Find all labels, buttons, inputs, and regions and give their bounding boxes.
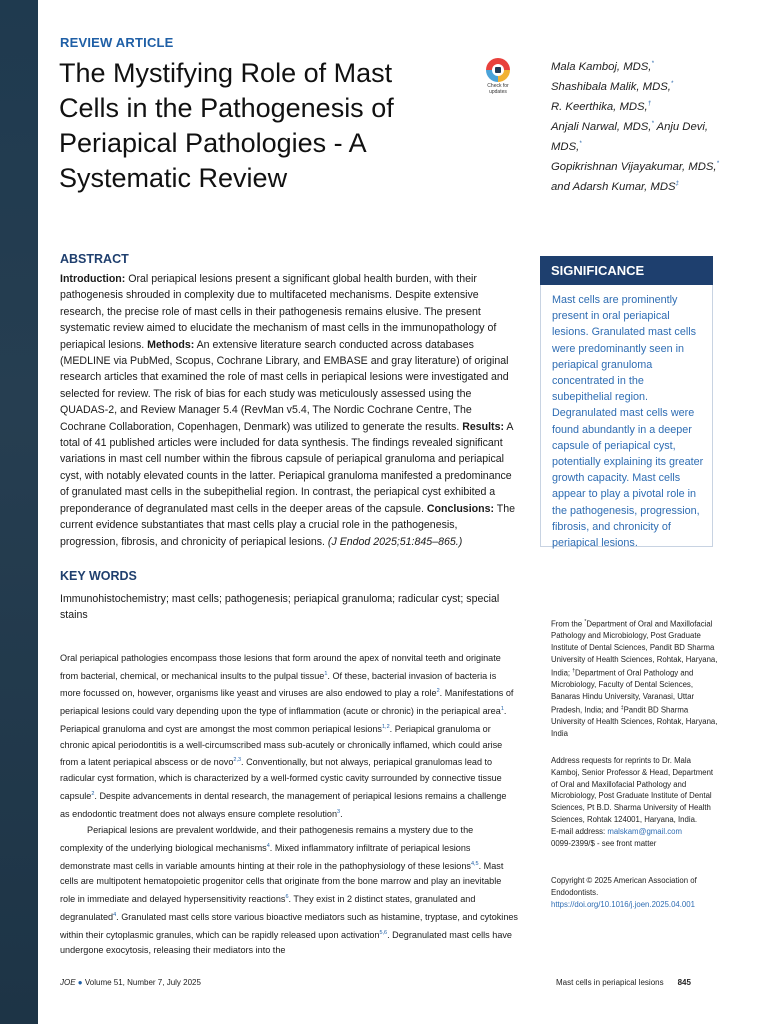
author-name: and Adarsh Kumar, MDS [551, 180, 676, 193]
page-number: 845 [677, 978, 691, 987]
affiliation-mark: * [584, 619, 587, 625]
copyright [551, 875, 721, 910]
footer-journal [60, 978, 201, 987]
abstract-text [60, 271, 518, 550]
reference-link[interactable]: 3 [337, 808, 341, 815]
reference-link[interactable]: 4 [113, 911, 117, 918]
reference-link[interactable]: 2 [91, 790, 95, 797]
author-name: R. Keerthika, MDS, [551, 100, 648, 113]
author-affiliation-mark: * [651, 61, 654, 67]
author-list [551, 56, 721, 196]
intro-label: Introduction: [60, 273, 126, 285]
results-label: Results: [462, 420, 504, 433]
intro-text: Oral periapical lesions present a significant global health burden, with their pathogenesis shrouded in complexity due to multifaceted mechanisms. Despite extensive research, the precise role of mast cells in their pathogenesis remains elusive. The present systematic review aimed to elucidate the mechanism of mast cells in the immunopathology of periapical lesions. [60, 273, 497, 351]
email-link[interactable]: malskam@gmail.com [607, 826, 682, 836]
reference-link[interactable]: 6 [285, 894, 289, 901]
body-text-run: . Of these, bacterial invasion of bacteria is more focussed on, however, organisms like yeast and viruses are also endowed to play a role [60, 670, 497, 699]
reference-link[interactable]: 2,3 [233, 757, 242, 764]
journal-abbrev: JOE [60, 978, 76, 987]
body-text-run: Oral periapical pathologies encompass those lesions that form around the apex of nonvital teeth and originate from bacterial, chemical, or mechanical insults to the pulpal tissue [60, 653, 501, 681]
conclusions-label: Conclusions: [426, 502, 495, 515]
methods-label: Methods: [147, 338, 195, 351]
journal-citation: (J Endod 2025;51:845–865.) [327, 535, 463, 548]
body-text-run: . They exist in 2 distinct states, granulated and degranulated [60, 894, 476, 922]
reference-link[interactable]: 1 [324, 670, 328, 677]
author-affiliation-mark: * [651, 120, 654, 127]
reference-link[interactable]: 5,6 [379, 929, 388, 936]
significance-heading: SIGNIFICANCE [540, 256, 713, 285]
correspondence [551, 755, 721, 849]
article-type-label: REVIEW ARTICLE [60, 35, 174, 50]
page-side-bar [0, 0, 38, 1024]
affiliation-mark: † [572, 667, 576, 674]
footer-running-title [556, 978, 691, 987]
body-text-run: . Degranulated mast cells have undergone exocytosis, releasing their mediators into the [60, 929, 512, 956]
affiliation-1: Department of Oral and Maxillofacial Pathology and Microbiology, Post Graduate Institute of Dental Sciences, Pandit BD Sharma University of Health Sciences, Rohtak, Haryana, India; [551, 619, 718, 678]
reference-link[interactable]: 1,2 [381, 723, 390, 730]
significance-box: Mast cells are prominently present in oral periapical lesions. Granulated mast cells were predominantly seen in periapical granuloma concentrated in the subepithelial region. Degranulated mast cells were found abundantly in a deeper capsule of periapical cyst, potentially explaining its greater growth capacity. Mast cells appear to play a pivotal role in the pathogenesis, progression, fibrosis, and chronicity of periapical lesions. [540, 285, 713, 547]
keywords-heading: KEY WORDS [60, 569, 137, 583]
body-text-run: . Mixed inflammatory infiltrate of periapical lesions demonstrate mast cells in variable amounts hinting at their role in the pathophysiology of these lesions [60, 842, 471, 871]
author-name: Anjali Narwal, MDS, [551, 120, 652, 133]
article-title: The Mystifying Role of Mast Cells in the Pathogenesis of Periapical Pathologies - A Systematic Review [59, 58, 394, 193]
doi-link[interactable]: https://doi.org/10.1016/j.joen.2025.04.001 [551, 899, 695, 909]
copyright-text: Copyright © 2025 American Association of Endodontists. [551, 876, 697, 897]
body-text-run: . Despite advancements in dental research, the management of periapical lesions remains a challenge as endodontic treatment does not always ensure complete resolution [60, 790, 507, 819]
email-label: E-mail address: [551, 826, 608, 836]
author-name: Gopikrishnan Vijayakumar, MDS, [551, 160, 717, 173]
body-paragraph-2 [60, 823, 518, 959]
correspondence-text: Address requests for reprints to Dr. Mala Kamboj, Senior Professor & Head, Department of Oral and Maxillofacial Pathology and Microbiology, Post Graduate Institute of Dental Sciences, Pt B.D. Sharma University of Health Sciences, Rohtak 124001, Haryana, India. [551, 756, 714, 824]
body-text-run: . Periapical granuloma and cyst are amongst the most common periapical lesions [60, 706, 507, 734]
author-affiliation-mark: † [647, 100, 652, 107]
abstract-heading: ABSTRACT [60, 252, 129, 266]
author-affiliation-mark: * [716, 160, 719, 167]
volume-info: Volume 51, Number 7, July 2025 [84, 978, 201, 987]
affiliation-lead: From the [551, 619, 585, 629]
body-text-run: . Granulated mast cells store various bioactive mediators such as histamine, tryptase, and cytokines within their cytoplasmic granules, which can be rapidly released upon activation [60, 911, 518, 940]
reference-link[interactable]: 4 [266, 842, 270, 849]
reference-link[interactable]: 2 [436, 688, 440, 695]
body-paragraph-1 [60, 651, 518, 822]
author-affiliation-mark: ‡ [675, 180, 679, 187]
results-text: A total of 41 published articles were included for data synthesis. The findings revealed significant variations in mast cell number within the fibrous capsule of periapical granuloma and periapical cyst, with notably elevated counts in the latter. Periapical granuloma manifested a predominance of granulated mast cells in the subepithelial region. In contrast, the periapical cyst exhibited a preponderance of degranulated mast cells in the deeper areas of the capsule. [60, 420, 513, 515]
issn-text: 0099-2399/$ - see front matter [551, 838, 657, 848]
affiliations [551, 617, 721, 740]
affiliation-3: Pandit BD Sharma University of Health Sciences, Rohtak, Haryana, India [551, 705, 718, 738]
author-name: Mala Kamboj, MDS, [551, 60, 652, 73]
keywords-text: Immunohistochemistry; mast cells; pathogenesis; periapical granuloma; radicular cyst; special stains [60, 593, 500, 621]
body-text-run: . Conventionally, but not always, periapical granulomas lead to radicular cyst formation, which is characterized by a well-formed cystic cavity surrounded by connective tissue capsule [60, 757, 502, 801]
body-text-run: . Manifestations of periapical lesions could vary depending upon the type of inflammation (acute or chronic) in the periapical area [60, 688, 514, 717]
body-text [60, 651, 518, 959]
body-text-run: . Mast cells are multipotent hematopoietic progenitor cells that originate from the bone marrow and play an inevitable role in immediate and delayed hypersensitivity reactions [60, 860, 504, 905]
body-text-run: . Periapical granuloma or chronic apical periodontitis is a well-circumscribed mass sub-acutely or chronically inflamed, which could arise from a latent periapical abscess or de novo [60, 723, 503, 768]
author-affiliation-mark: * [579, 140, 582, 147]
affiliation-mark: ‡ [620, 704, 624, 711]
author-name: Anju Devi, MDS, [551, 120, 709, 153]
check-for-updates-badge[interactable] [481, 58, 515, 96]
methods-text: An extensive literature search conducted across databases (MEDLINE via PubMed, Scopus, Cochrane Library, and EMBASE and gray literature) of original research articles that examined the role of mast cells in periapical lesions were investigated and selected for review. The risk of bias for each study was meticulously assessed using the QUADAS-2, and Review Manager 5.4 (RevMan v5.4, The Nordic Cochrane Centre, The Cochrane Collaboration, Copenhagen, Denmark) was utilized to generate the results. [60, 338, 509, 433]
running-title: Mast cells in periapical lesions [556, 978, 664, 987]
badge-label: Check for updates [487, 83, 509, 95]
bullet-icon: ● [77, 978, 83, 987]
affiliation-2: Department of Oral Pathology and Microbiology, Faculty of Dental Sciences, Banaras Hindu University, Varanasi, Uttar Pradesh, India; and [551, 668, 695, 715]
author-affiliation-mark: * [670, 80, 674, 87]
conclusions-text: The current evidence substantiates that mast cells play a crucial role in the pathogenesis, progression, fibrosis, and chronicity of periapical lesions. [60, 502, 516, 548]
reference-link[interactable]: 4,5 [470, 860, 479, 867]
reference-link[interactable]: 1 [500, 706, 504, 713]
body-text-run: . [340, 808, 343, 819]
author-name: Shashibala Malik, MDS, [551, 80, 671, 93]
check-updates-icon [486, 58, 510, 82]
body-text-run: Periapical lesions are prevalent worldwide, and their pathogenesis remains a mystery due to the complexity of the underlying biological mechanisms [60, 825, 474, 853]
